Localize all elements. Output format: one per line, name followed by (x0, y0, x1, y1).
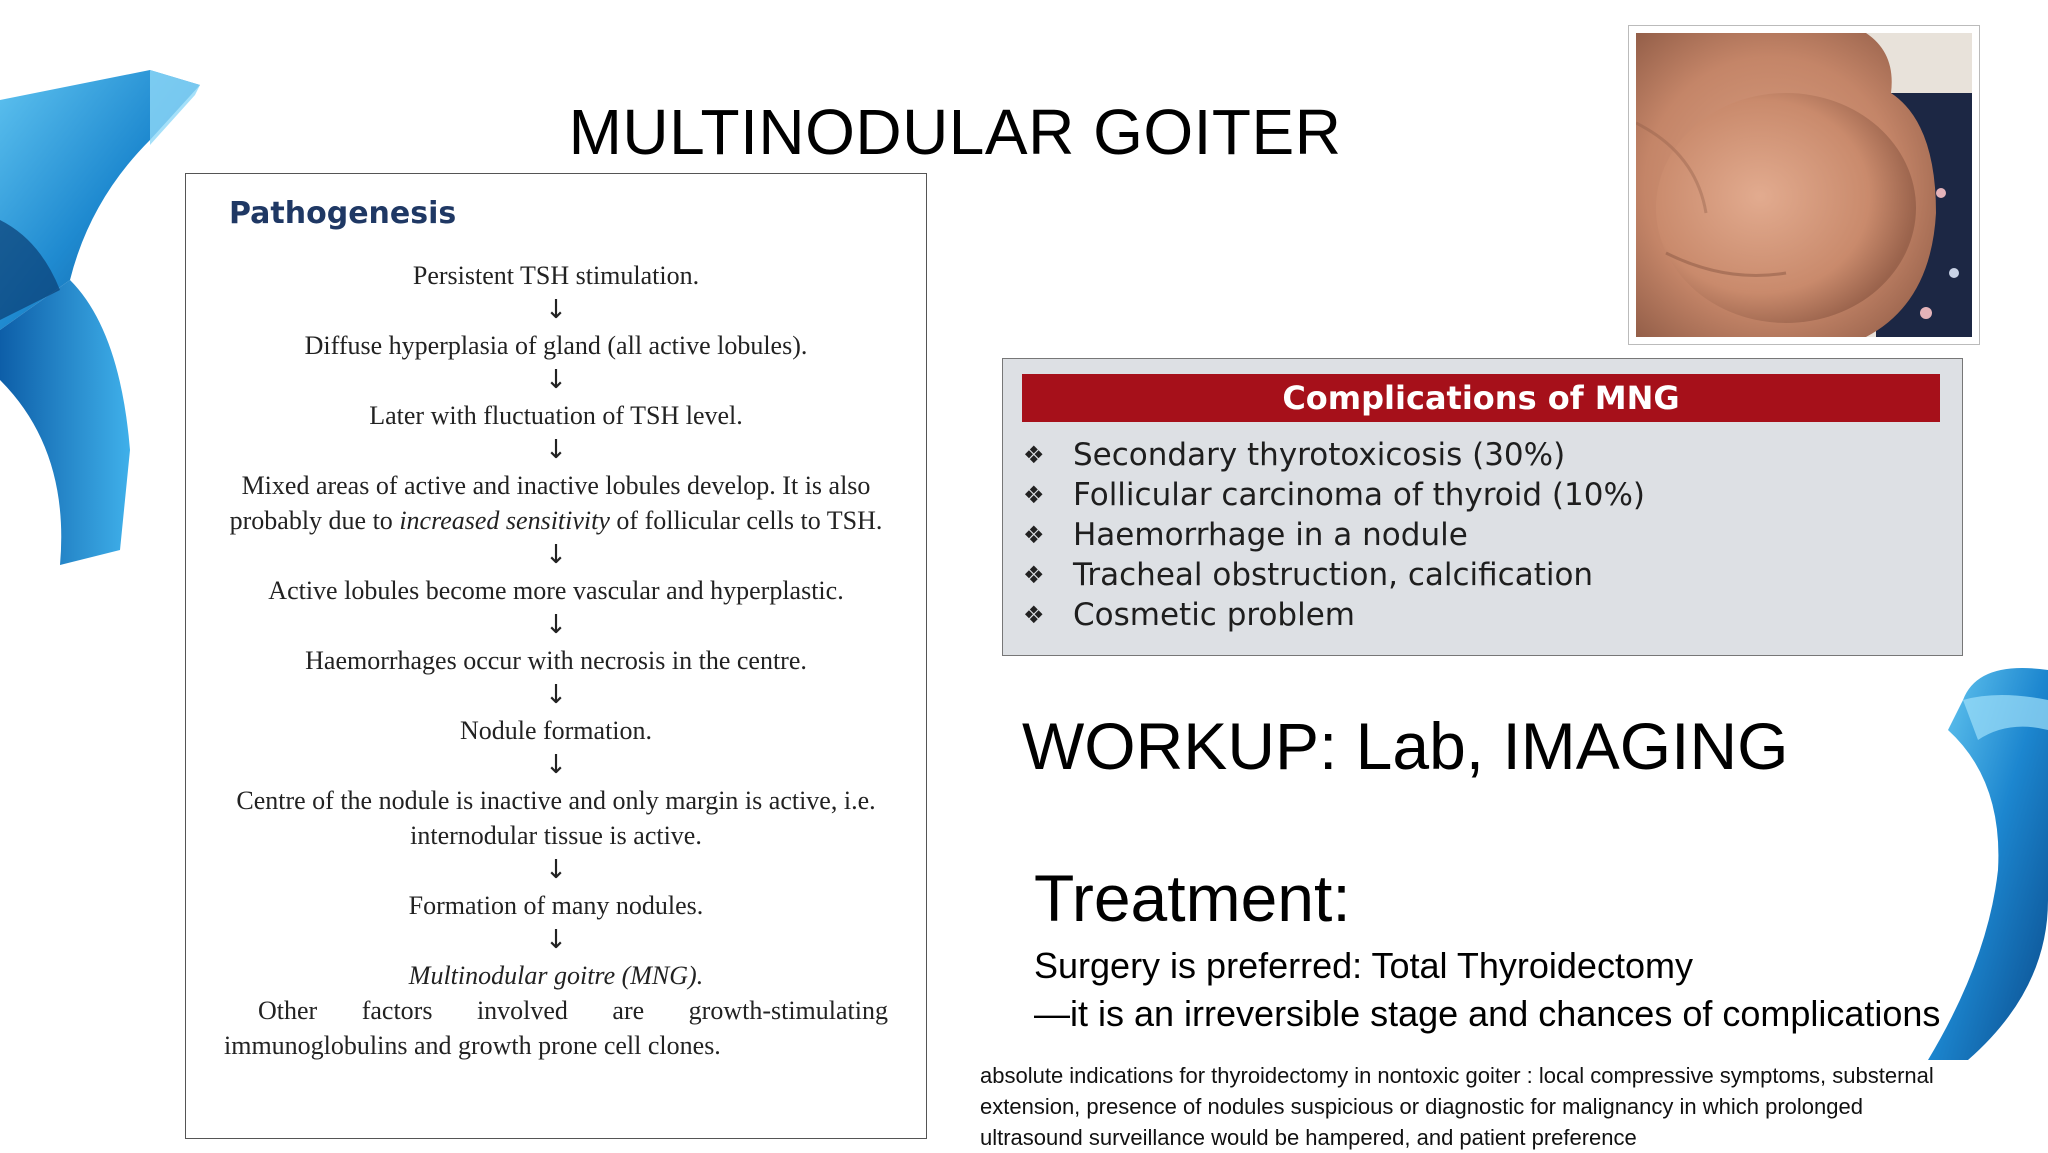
pathogenesis-heading: Pathogenesis (229, 196, 457, 231)
treatment-line: Surgery is preferred: Total Thyroidectomy (1034, 945, 1693, 986)
down-arrow-icon: ↓ (545, 295, 567, 325)
neck-swelling-image (1636, 33, 1972, 337)
pathogenesis-step: Centre of the nodule is inactive and only margin is active, i.e. internodular tissue is active. (236, 786, 876, 850)
pathogenesis-step: Formation of many nodules. (408, 891, 704, 920)
pathogenesis-flowchart (224, 258, 888, 1063)
down-arrow-icon: ↓ (545, 540, 567, 570)
pathogenesis-step: Nodule formation. (459, 716, 653, 745)
diamond-bullet-icon: ❖ (1023, 481, 1045, 509)
list-item (1023, 435, 1645, 475)
down-arrow-icon: ↓ (545, 435, 567, 465)
pathogenesis-step: Persistent TSH stimulation. (412, 261, 700, 290)
thyroidectomy-indications-note: absolute indications for thyroidectomy in nontoxic goiter : local compressive symptoms, substernal extension, presence of nodules suspicious or diagnostic for malignancy in which prolonged ultrasound surveillance would be hampered, and patient preference (980, 1063, 1934, 1150)
decorative-blue-shape-left (0, 50, 210, 570)
list-item (1023, 595, 1645, 635)
pathogenesis-step-mixed-areas (224, 468, 888, 538)
down-arrow-icon: ↓ (545, 365, 567, 395)
down-arrow-icon: ↓ (545, 750, 567, 780)
complications-list (1023, 435, 1645, 635)
diamond-bullet-icon: ❖ (1023, 521, 1045, 549)
slide-title: MULTINODULAR GOITER (568, 96, 1342, 168)
treatment-text (1034, 942, 1940, 1038)
diamond-bullet-icon: ❖ (1023, 601, 1045, 629)
pathogenesis-step: Later with fluctuation of TSH level. (369, 401, 743, 430)
list-item (1023, 555, 1645, 595)
diamond-bullet-icon: ❖ (1023, 441, 1045, 469)
step-text: of follicular cells to TSH. (609, 506, 883, 535)
down-arrow-icon: ↓ (545, 855, 567, 885)
treatment-line: —it is an irreversible stage and chances of complications (1034, 993, 1941, 1034)
workup-heading: WORKUP: Lab, IMAGING (1022, 709, 1789, 783)
step-text-italic: increased sensitivity (399, 506, 610, 535)
list-item (1023, 515, 1645, 555)
pathogenesis-step: Active lobules become more vascular and hyperplastic. (268, 576, 844, 605)
down-arrow-icon: ↓ (545, 680, 567, 710)
pathogenesis-panel (185, 173, 927, 1139)
other-factors-text: Other factors involved are growth-stimulating immunoglobulins and growth prone cell clones. (224, 996, 888, 1060)
list-item (1023, 475, 1645, 515)
complications-header: Complications of MNG (1022, 374, 1940, 422)
complication-text: Tracheal obstruction, calcification (1073, 557, 1594, 593)
pathogenesis-step: Diffuse hyperplasia of gland (all active lobules). (304, 331, 808, 360)
complication-text: Secondary thyrotoxicosis (30%) (1073, 437, 1566, 473)
pathogenesis-other-factors (224, 993, 888, 1063)
down-arrow-icon: ↓ (545, 925, 567, 955)
diamond-bullet-icon: ❖ (1023, 561, 1045, 589)
complication-text: Haemorrhage in a nodule (1073, 517, 1468, 553)
pathogenesis-step: Haemorrhages occur with necrosis in the centre. (305, 646, 807, 675)
pathogenesis-step-final: Multinodular goitre (MNG). (408, 961, 704, 990)
complication-text: Follicular carcinoma of thyroid (10%) (1073, 477, 1646, 513)
treatment-heading: Treatment: (1034, 861, 1351, 935)
goiter-photo (1628, 25, 1980, 345)
step-text: Mixed areas of active and inactive lobules develop. It is also probably due to (229, 471, 871, 535)
complications-panel (1002, 358, 1963, 656)
complication-text: Cosmetic problem (1073, 597, 1355, 633)
down-arrow-icon: ↓ (545, 610, 567, 640)
